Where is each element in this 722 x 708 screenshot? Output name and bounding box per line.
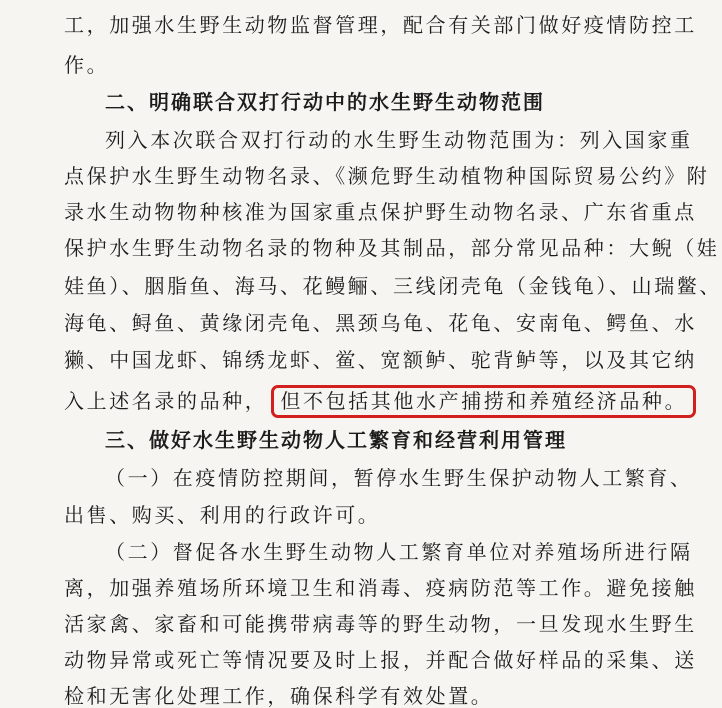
highlighted-text: 但不包括其他水产捕捞和养殖经济品种。 — [271, 385, 696, 418]
body-line: 作。 — [64, 53, 110, 77]
body-line: 海龟、鲟鱼、黄缘闭壳龟、黑颈乌龟、花龟、安南龟、鳄鱼、水 — [64, 311, 697, 335]
body-line: 动物异常或死亡等情况要及时上报，并配合做好样品的采集、送 — [64, 648, 697, 672]
body-line: 点保护水生野生动物名录、《濒危野生动植物种国际贸易公约》附 — [64, 164, 710, 188]
body-line: 活家禽、家畜和可能携带病毒等的野生动物，一旦发现水生野生 — [64, 612, 697, 636]
body-line: 工，加强水生野生动物监督管理，配合有关部门做好疫情防控工 — [64, 13, 697, 37]
section-heading-2: 二、明确联合双打行动中的水生野生动物范围 — [105, 90, 545, 114]
body-line: 离，加强养殖场所环境卫生和消毒、疫病防范等工作。避免接触 — [64, 576, 697, 600]
body-line: 检和无害化处理工作，确保科学有效处置。 — [64, 684, 494, 708]
body-line: 娃鱼）、胭脂鱼、海马、花鳗鲡、三线闭壳龟（金钱龟）、山瑞鳖、 — [64, 274, 722, 298]
body-line: （二）督促各水生野生动物人工繁育单位对养殖场所进行隔 — [105, 540, 693, 564]
body-line: 出售、购买、利用的行政许可。 — [64, 503, 381, 527]
body-text: 入上述名录的品种， — [64, 389, 268, 413]
section-heading-3: 三、做好水生野生动物人工繁育和经营利用管理 — [105, 428, 567, 452]
body-line: 列入本次联合双打行动的水生野生动物范围为：列入国家重 — [105, 128, 693, 152]
body-line: 保护水生野生动物名录的物种及其制品，部分常见品种：大鲵（娃 — [64, 236, 720, 260]
body-line: （一）在疫情防控期间，暂停水生野生保护动物人工繁育、 — [105, 466, 693, 490]
body-line: 录水生动物物种核准为国家重点保护野生动物名录、广东省重点 — [64, 200, 697, 224]
highlighted-line — [64, 385, 696, 418]
body-line: 獭、中国龙虾、锦绣龙虾、鲎、宽额鲈、驼背鲈等，以及其它纳 — [64, 348, 697, 372]
